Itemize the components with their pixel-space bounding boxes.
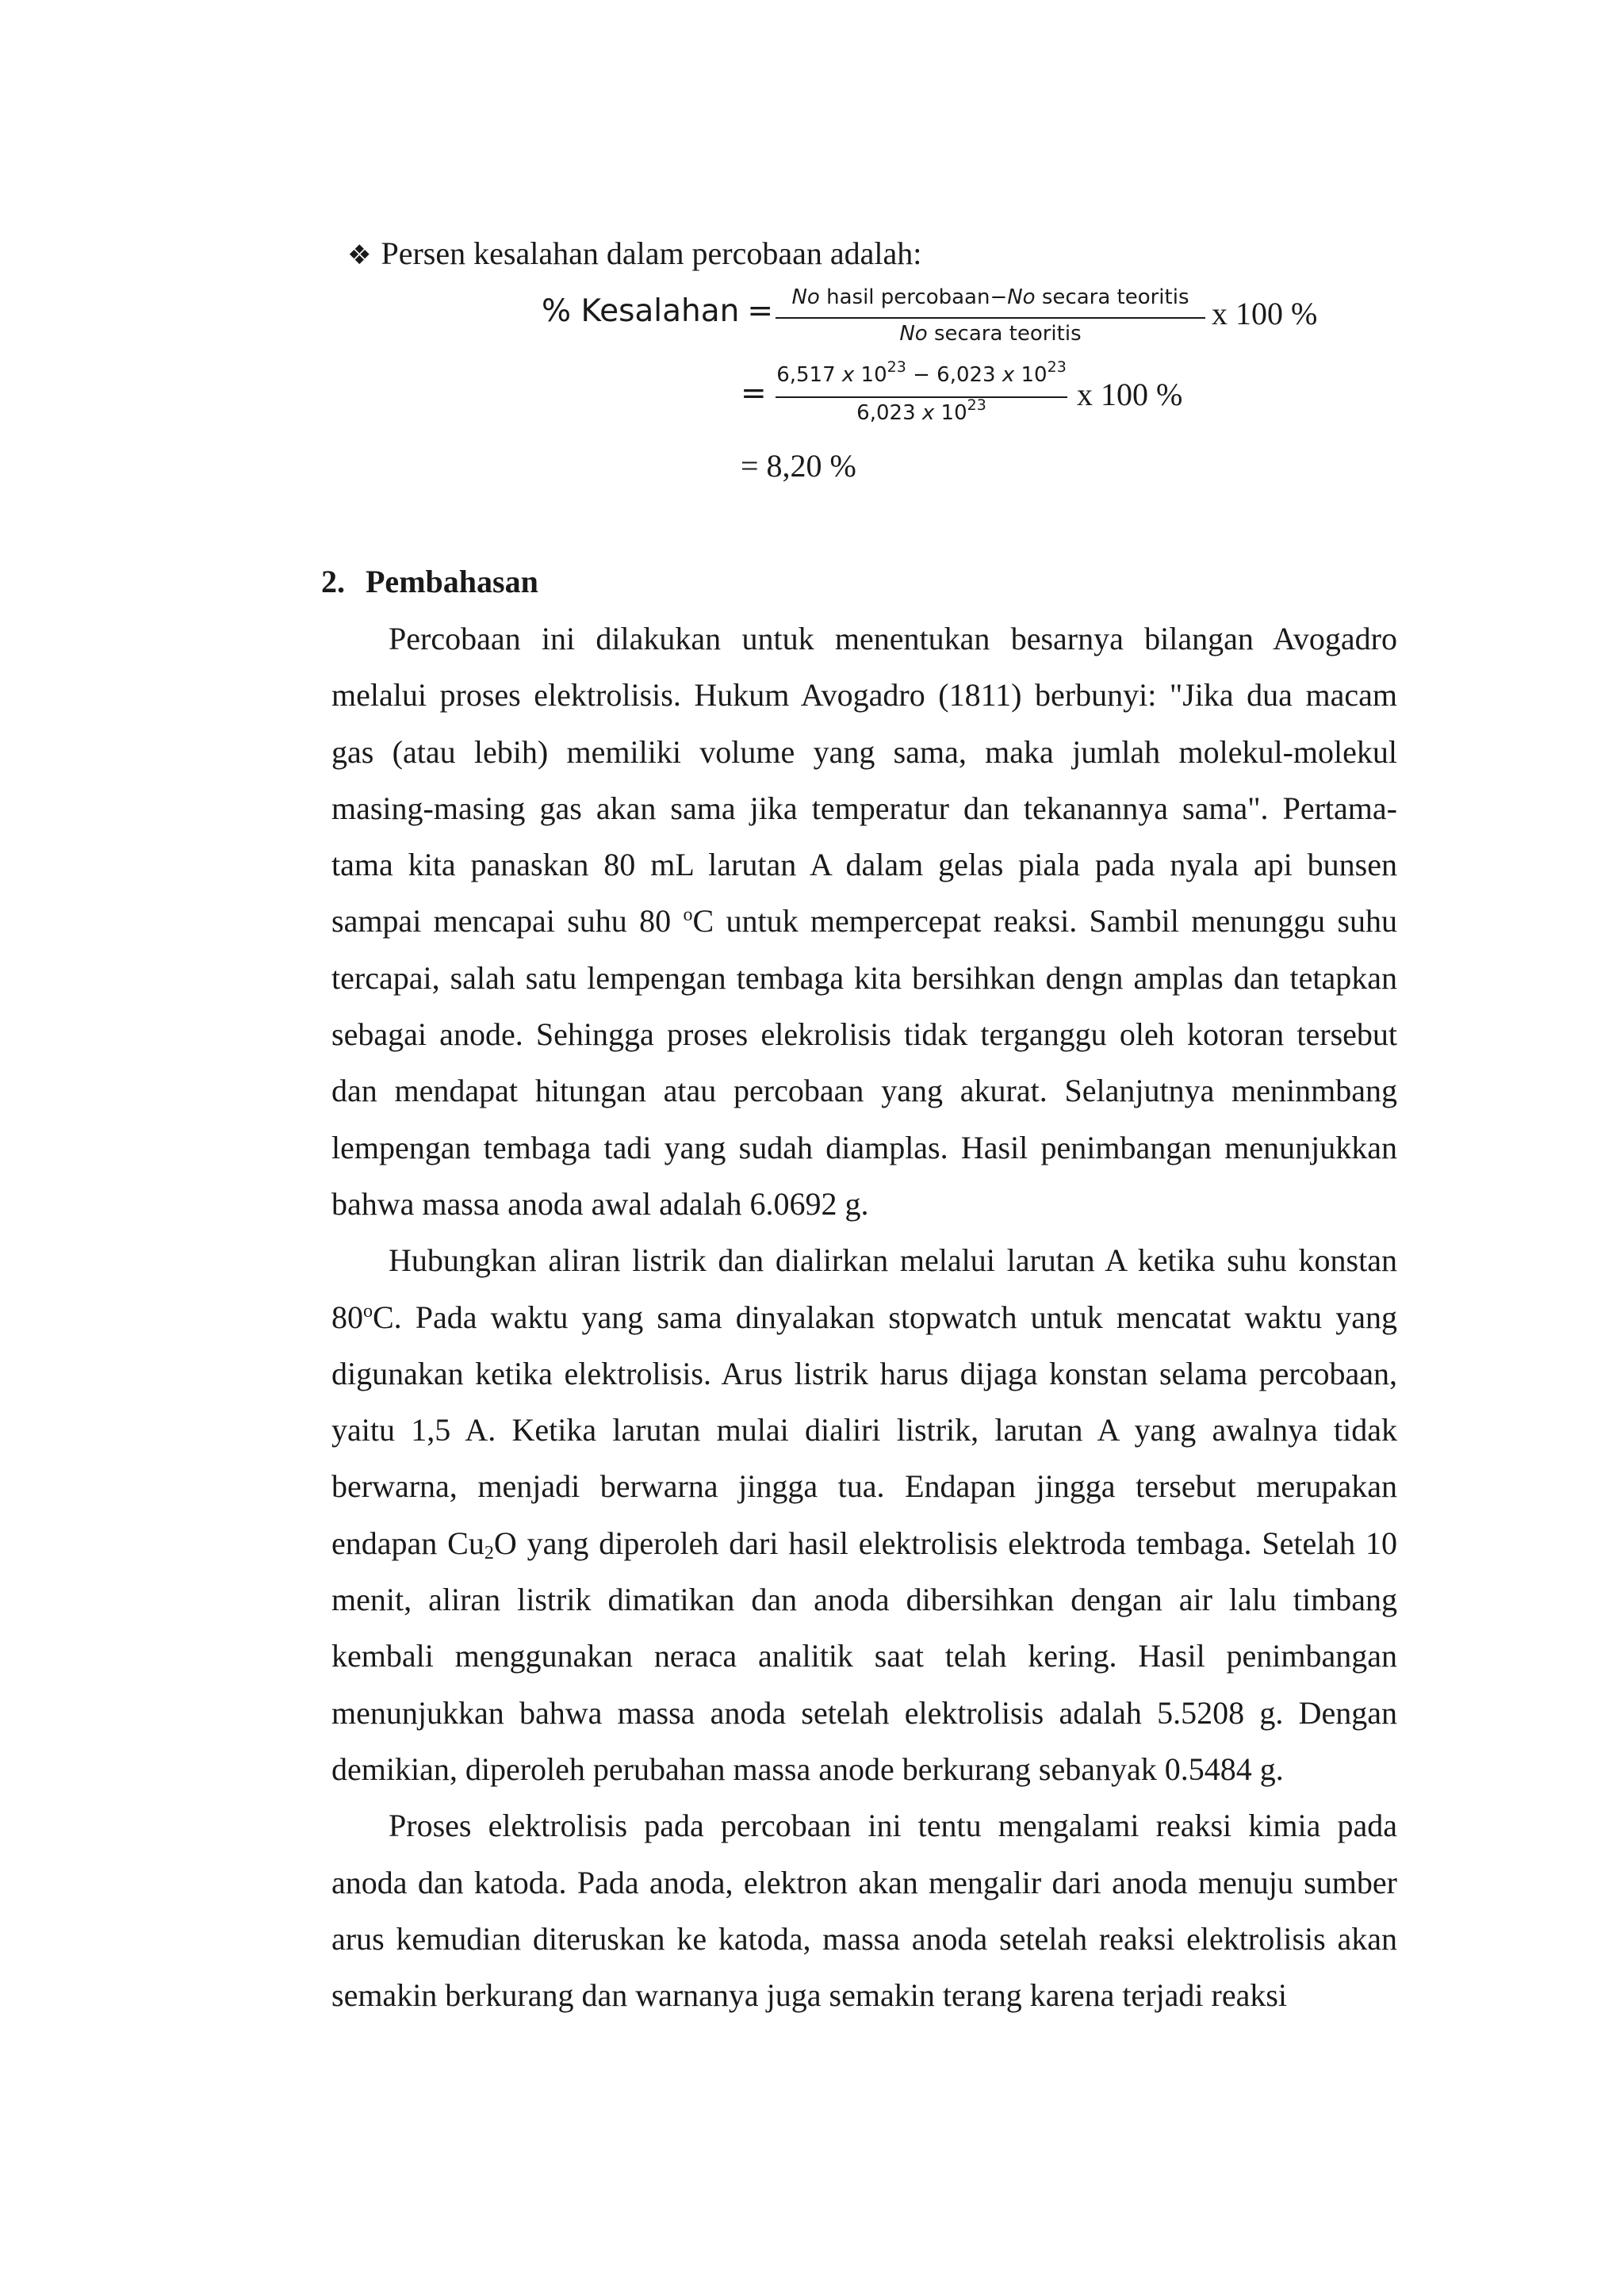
diamond-bullet-icon: ❖	[347, 239, 372, 271]
fraction-avogadro-values	[776, 358, 1067, 434]
fraction-denominator: No secara teoritis	[899, 322, 1082, 346]
formula-times-100-2: x 100 %	[1077, 377, 1183, 412]
paragraph-2: Hubungkan aliran listrik dan dialirkan melalui larutan A ketika suhu konstan 80$^o$C. Pada waktu yang sama dinyalakan stopwatch untuk mencatat waktu yang digunakan ketika elektrolisis. Arus listrik harus dijaga konstan selama percobaan, yaitu 1,5 A. Ketika larutan mulai dialiri listrik, larutan A yang awalnya tidak berwarna, menjadi berwarna jingga tua. Endapan jingga tersebut merupakan endapan $Cu_2O$ yang diperoleh dari hasil elektrolisis elektroda tembaga. Setelah 10 menit, aliran listrik dimatikan dan anoda dibersihkan dengan air lalu timbang kembali menggunakan neraca analitik saat telah kering. Hasil penimbangan menunjukkan bahwa massa anoda setelah elektrolisis adalah 5.5208 g. Dengan demikian, diperoleh perubahan massa anode berkurang sebanyak 0.5484 g.	[331, 1242, 1397, 1787]
formula-times-100-1: x 100 %	[1212, 296, 1318, 331]
section-heading	[321, 560, 538, 604]
section-title: Pembahasan	[366, 564, 538, 599]
bullet-text: Persen kesalahan dalam percobaan adalah:	[381, 235, 922, 271]
fraction-percent-error	[776, 285, 1205, 357]
fraction-bar	[776, 317, 1205, 319]
formula-eq-2: =	[741, 376, 767, 411]
fraction-denominator: 6,023 x $10^{23}$	[856, 396, 986, 425]
formula-result: = 8,20 %	[741, 448, 856, 484]
fraction-bar	[776, 396, 1067, 398]
bullet-item	[347, 232, 921, 277]
body-text	[331, 610, 1397, 2023]
section-number: 2.	[321, 564, 345, 599]
fraction-numerator: No hasil percobaan−No secara teoritis	[791, 285, 1189, 309]
paragraph-3: Proses elektrolisis pada percobaan ini tentu mengalami reaksi kimia pada anoda dan katoda. Pada anoda, elektron akan mengalir dari anoda menuju sumber arus kemudian diteruskan ke katoda, massa anoda setelah reaksi elektrolisis akan semakin berkurang dan warnanya juga semakin terang karena terjadi reaksi	[331, 1808, 1397, 2014]
paragraph-1: Percobaan ini dilakukan untuk menentukan besarnya bilangan Avogadro melalui proses elektrolisis. Hukum Avogadro (1811) berbunyi: "Jika dua macam gas (atau lebih) memiliki volume yang sama, maka jumlah molekul-molekul masing-masing gas akan sama jika temperatur dan tekanannya sama". Pertama-tama kita panaskan 80 mL larutan A dalam gelas piala pada nyala api bunsen sampai mencapai suhu 80 $^o$C untuk mempercepat reaksi. Sambil menunggu suhu tercapai, salah satu lempengan tembaga kita bersihkan dengn amplas dan tetapkan sebagai anode. Sehingga proses elekrolisis tidak terganggu oleh kotoran tersebut dan mendapat hitungan atau percobaan yang akurat. Selanjutnya meninmbang lempengan tembaga tadi yang sudah diamplas. Hasil penimbangan menunjukkan bahwa massa anoda awal adalah 6.0692 g.	[331, 621, 1397, 1222]
fraction-numerator: 6,517 x $10^{23} - 6,023$ x $10^{23}$	[776, 358, 1067, 387]
formula-lhs: % Kesalahan =	[542, 293, 774, 329]
